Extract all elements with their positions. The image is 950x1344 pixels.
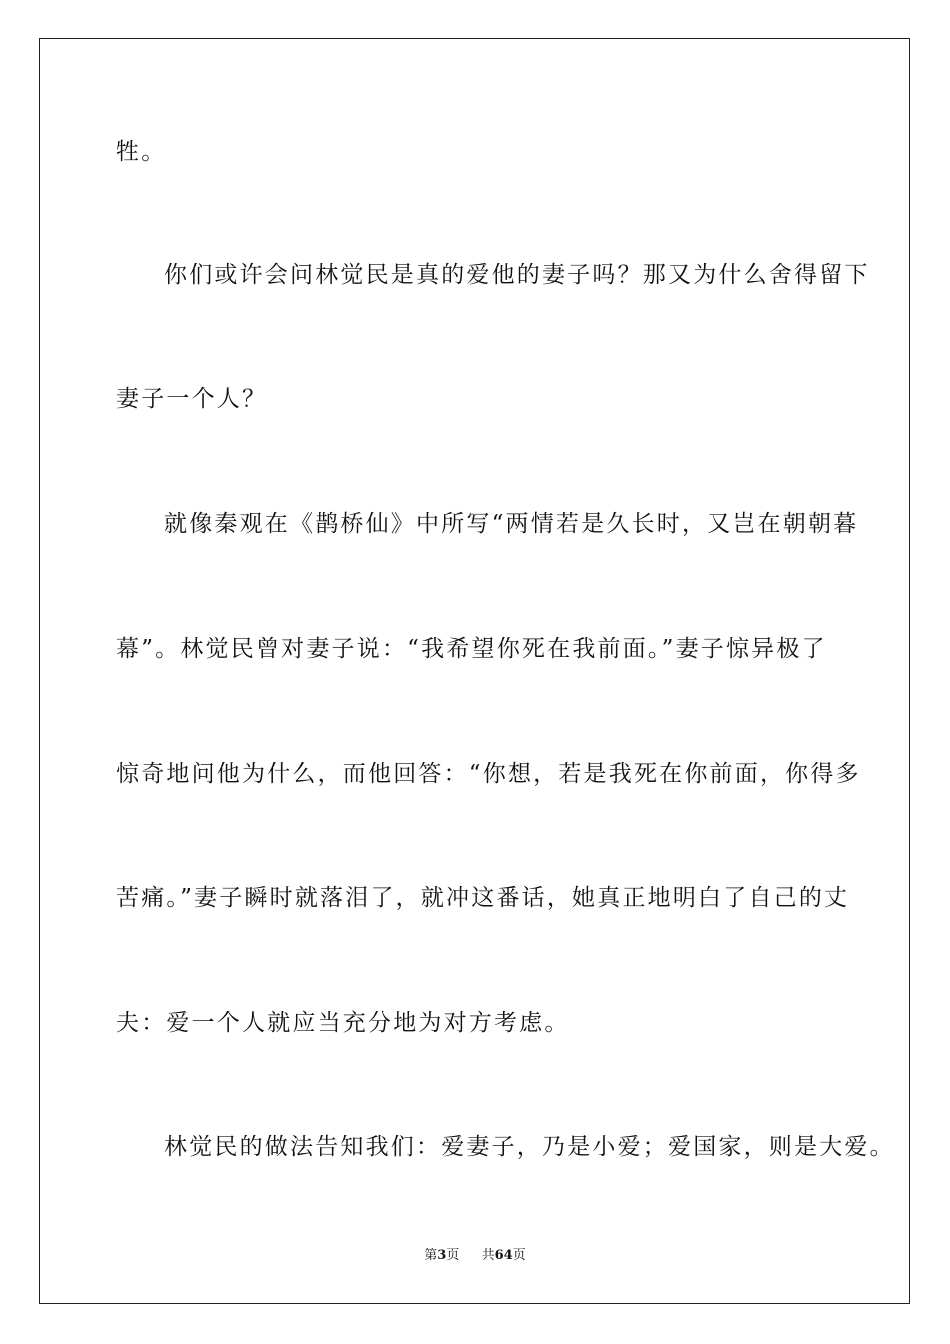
page-number: 3 xyxy=(437,1248,447,1263)
text-line-3: 妻子一个人？ xyxy=(116,386,268,412)
total-suffix: 页 xyxy=(512,1248,526,1263)
page-footer xyxy=(0,1248,950,1264)
text-line-4: 就像秦观在《鹊桥仙》中所写“两情若是久长时，又岂在朝朝暮 xyxy=(164,511,859,537)
text-line-6: 惊奇地问他为什么，而他回答：“你想，若是我死在你前面，你得多 xyxy=(116,761,861,787)
text-line-2: 你们或许会问林觉民是真的爱他的妻子吗？那又为什么舍得留下 xyxy=(164,262,870,288)
text-line-1: 牲。 xyxy=(116,139,167,165)
total-pages: 64 xyxy=(494,1248,513,1263)
text-line-5: 幕”。林觉民曾对妻子说：“我希望你死在我前面。”妻子惊异极了 xyxy=(116,636,827,662)
total-prefix: 共 xyxy=(481,1248,495,1263)
page-prefix: 第 xyxy=(424,1248,438,1263)
text-line-9: 林觉民的做法告知我们：爱妻子，乃是小爱；爱国家，则是大爱。 xyxy=(164,1134,895,1160)
page-suffix: 页 xyxy=(446,1248,460,1263)
page-border xyxy=(39,38,910,1304)
text-line-7: 苦痛。”妻子瞬时就落泪了，就冲这番话，她真正地明白了自己的丈 xyxy=(116,885,850,911)
text-line-8: 夫：爱一个人就应当充分地为对方考虑。 xyxy=(116,1010,570,1036)
